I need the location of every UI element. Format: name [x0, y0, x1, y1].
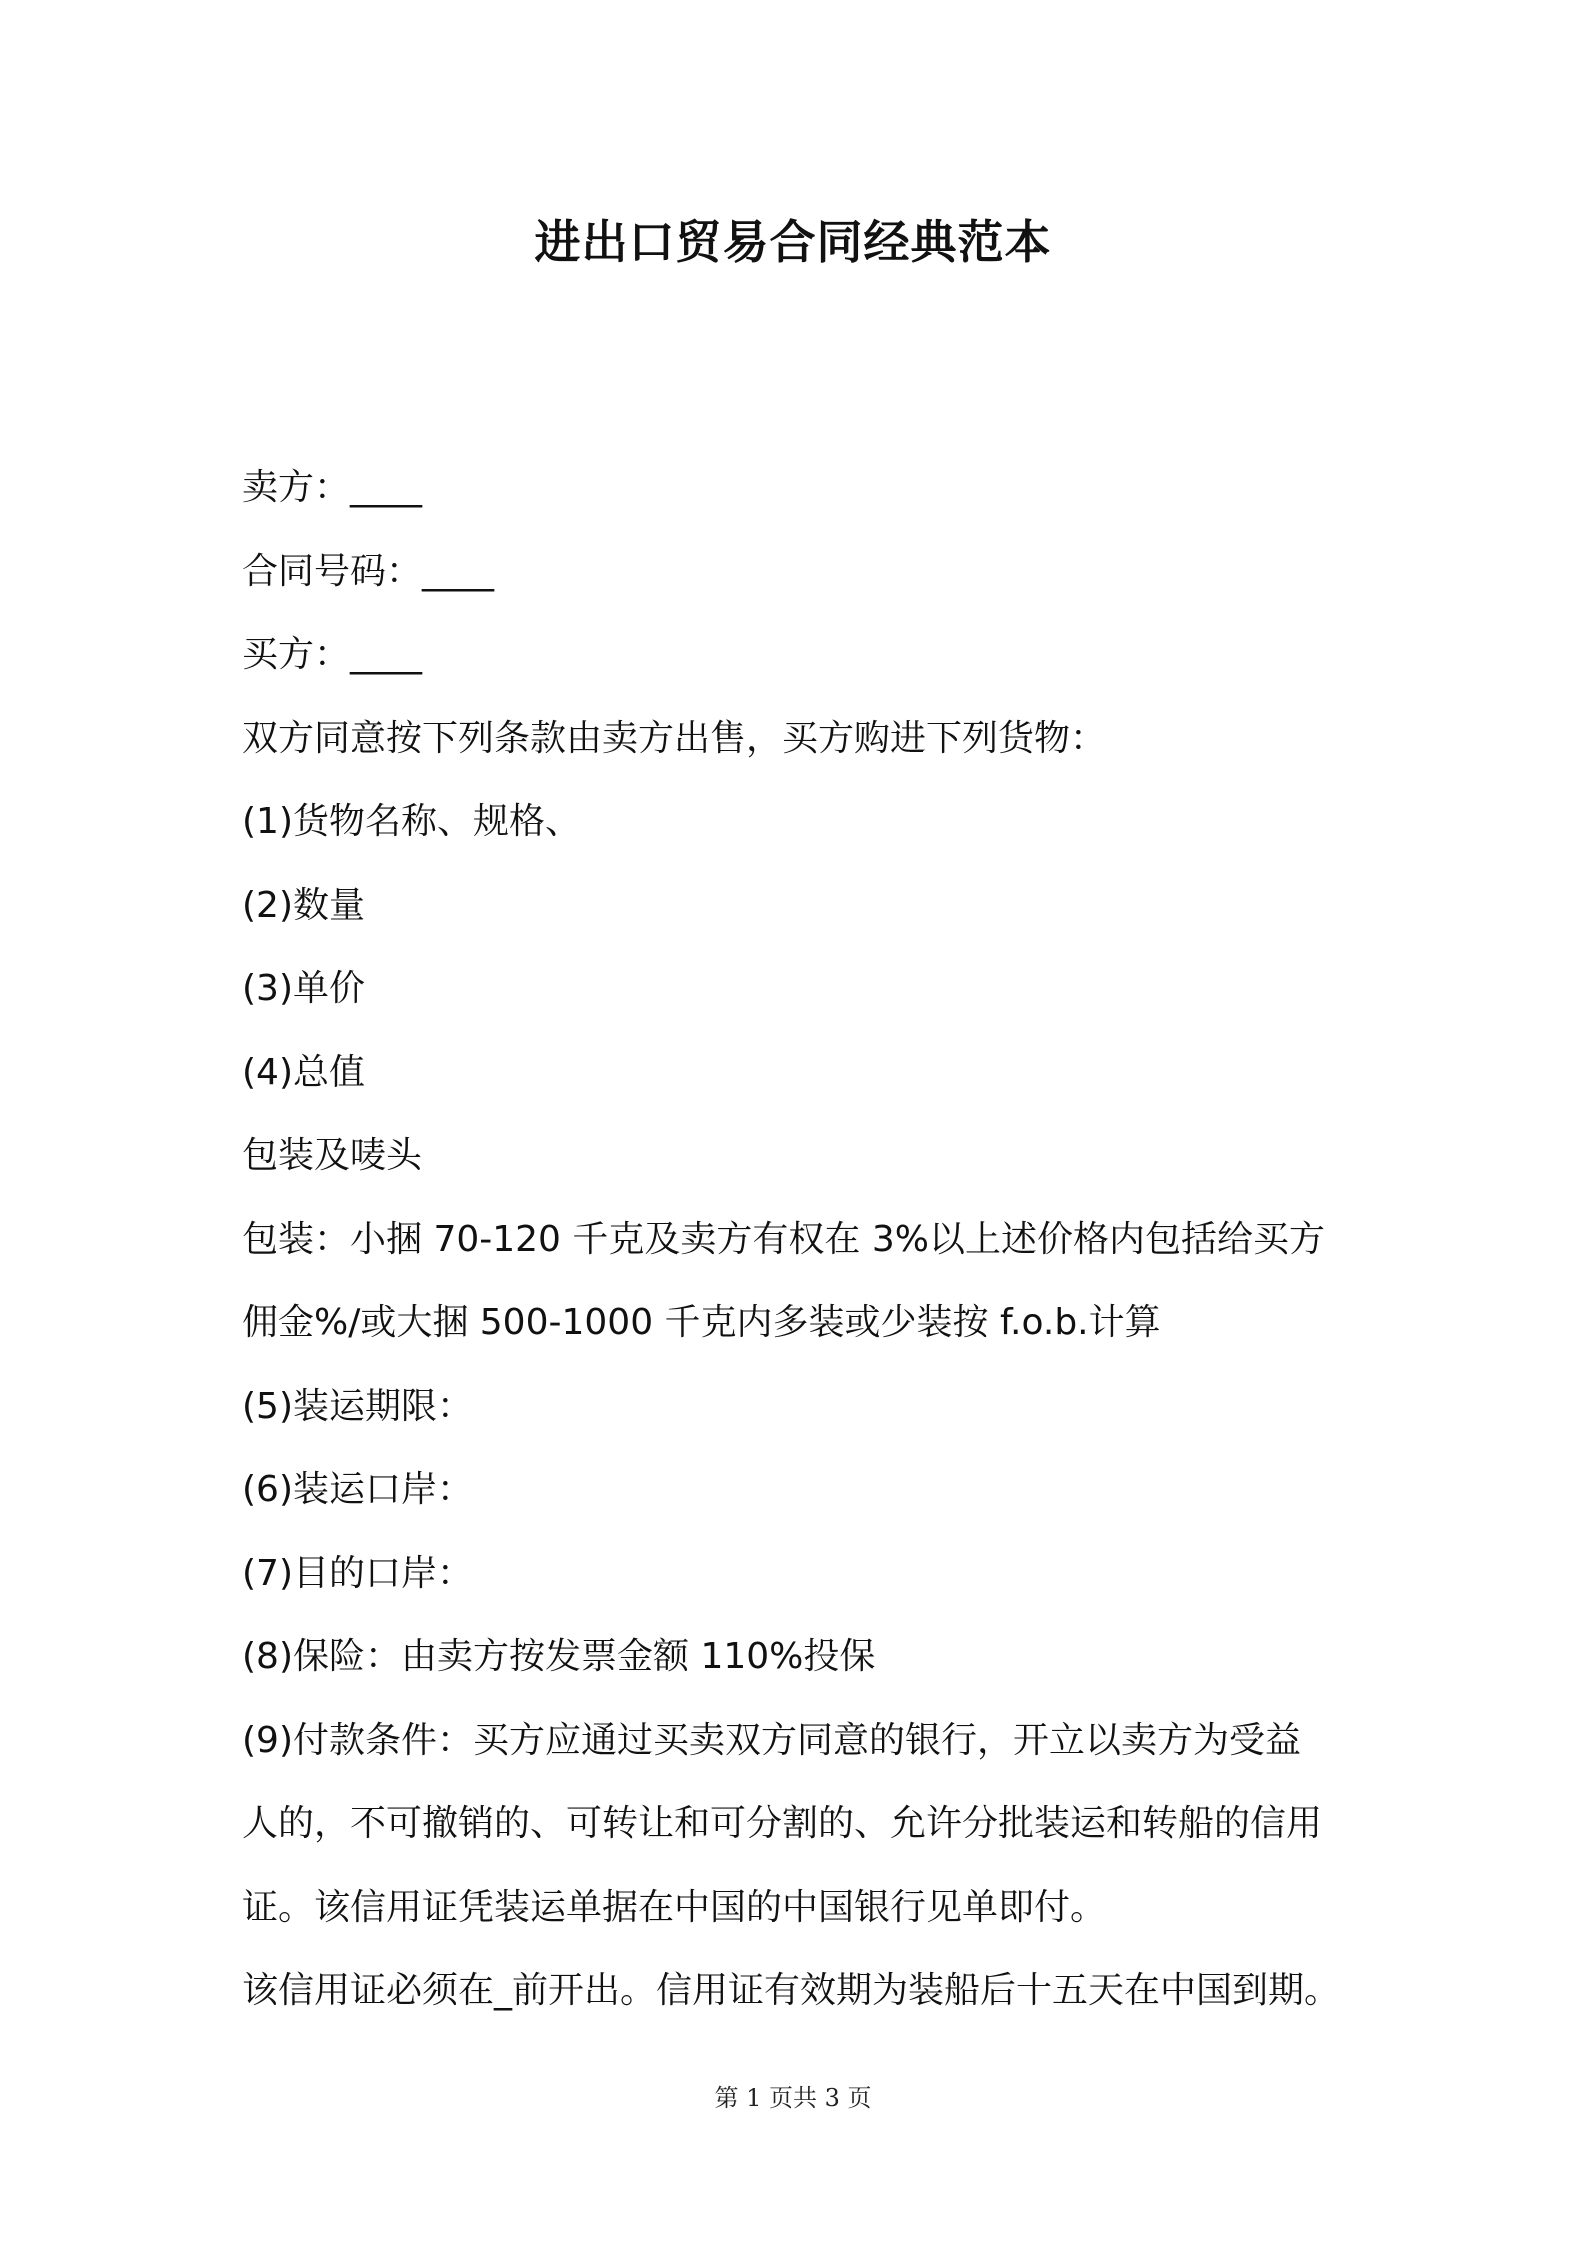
insurance-line: (8)保险：由卖方按发票金额 110%投保 — [242, 1636, 876, 1677]
page-footer: 第 1 页共 3 页 — [714, 2084, 872, 2112]
seller-line: 卖方：____ — [242, 467, 423, 508]
contract-number-line: 合同号码：____ — [242, 550, 495, 592]
packing-line-2: 佣金%/或大捆 500-1000 千克内多装或少装按 f.o.b.计算 — [242, 1302, 1161, 1343]
goods-name-spec-line: (1)货物名称、规格、 — [242, 801, 581, 842]
agreement-intro-line: 双方同意按下列条款由卖方出售，买方购进下列货物： — [242, 717, 1107, 759]
payment-terms-line-3: 证。该信用证凭装运单据在中国的中国银行见单即付。 — [242, 1886, 1107, 1928]
document-body — [242, 446, 1372, 2033]
packing-line-1: 包装：小捆 70-120 千克及卖方有权在 3%以上述价格内包括给买方 — [242, 1218, 1325, 1260]
shipment-period-line: (5)装运期限： — [242, 1385, 473, 1427]
payment-terms-line-1: (9)付款条件：买方应通过买卖双方同意的银行，开立以卖方为受益 — [242, 1719, 1301, 1761]
loading-port-line: (6)装运口岸： — [242, 1469, 473, 1510]
destination-port-line: (7)目的口岸： — [242, 1552, 473, 1594]
credit-validity-line: 该信用证必须在_前开出。信用证有效期为装船后十五天在中国到期。 — [242, 1970, 1341, 2011]
packing-marks-heading: 包装及唛头 — [242, 1135, 423, 1176]
buyer-line: 买方：____ — [242, 634, 423, 675]
payment-terms-line-2: 人的，不可撤销的、可转让和可分割的、允许分批装运和转船的信用 — [242, 1803, 1323, 1844]
total-value-line: (4)总值 — [242, 1051, 365, 1093]
quantity-line: (2)数量 — [242, 884, 365, 926]
unit-price-line: (3)单价 — [242, 968, 365, 1009]
document-title: 进出口贸易合同经典范本 — [534, 215, 1052, 269]
